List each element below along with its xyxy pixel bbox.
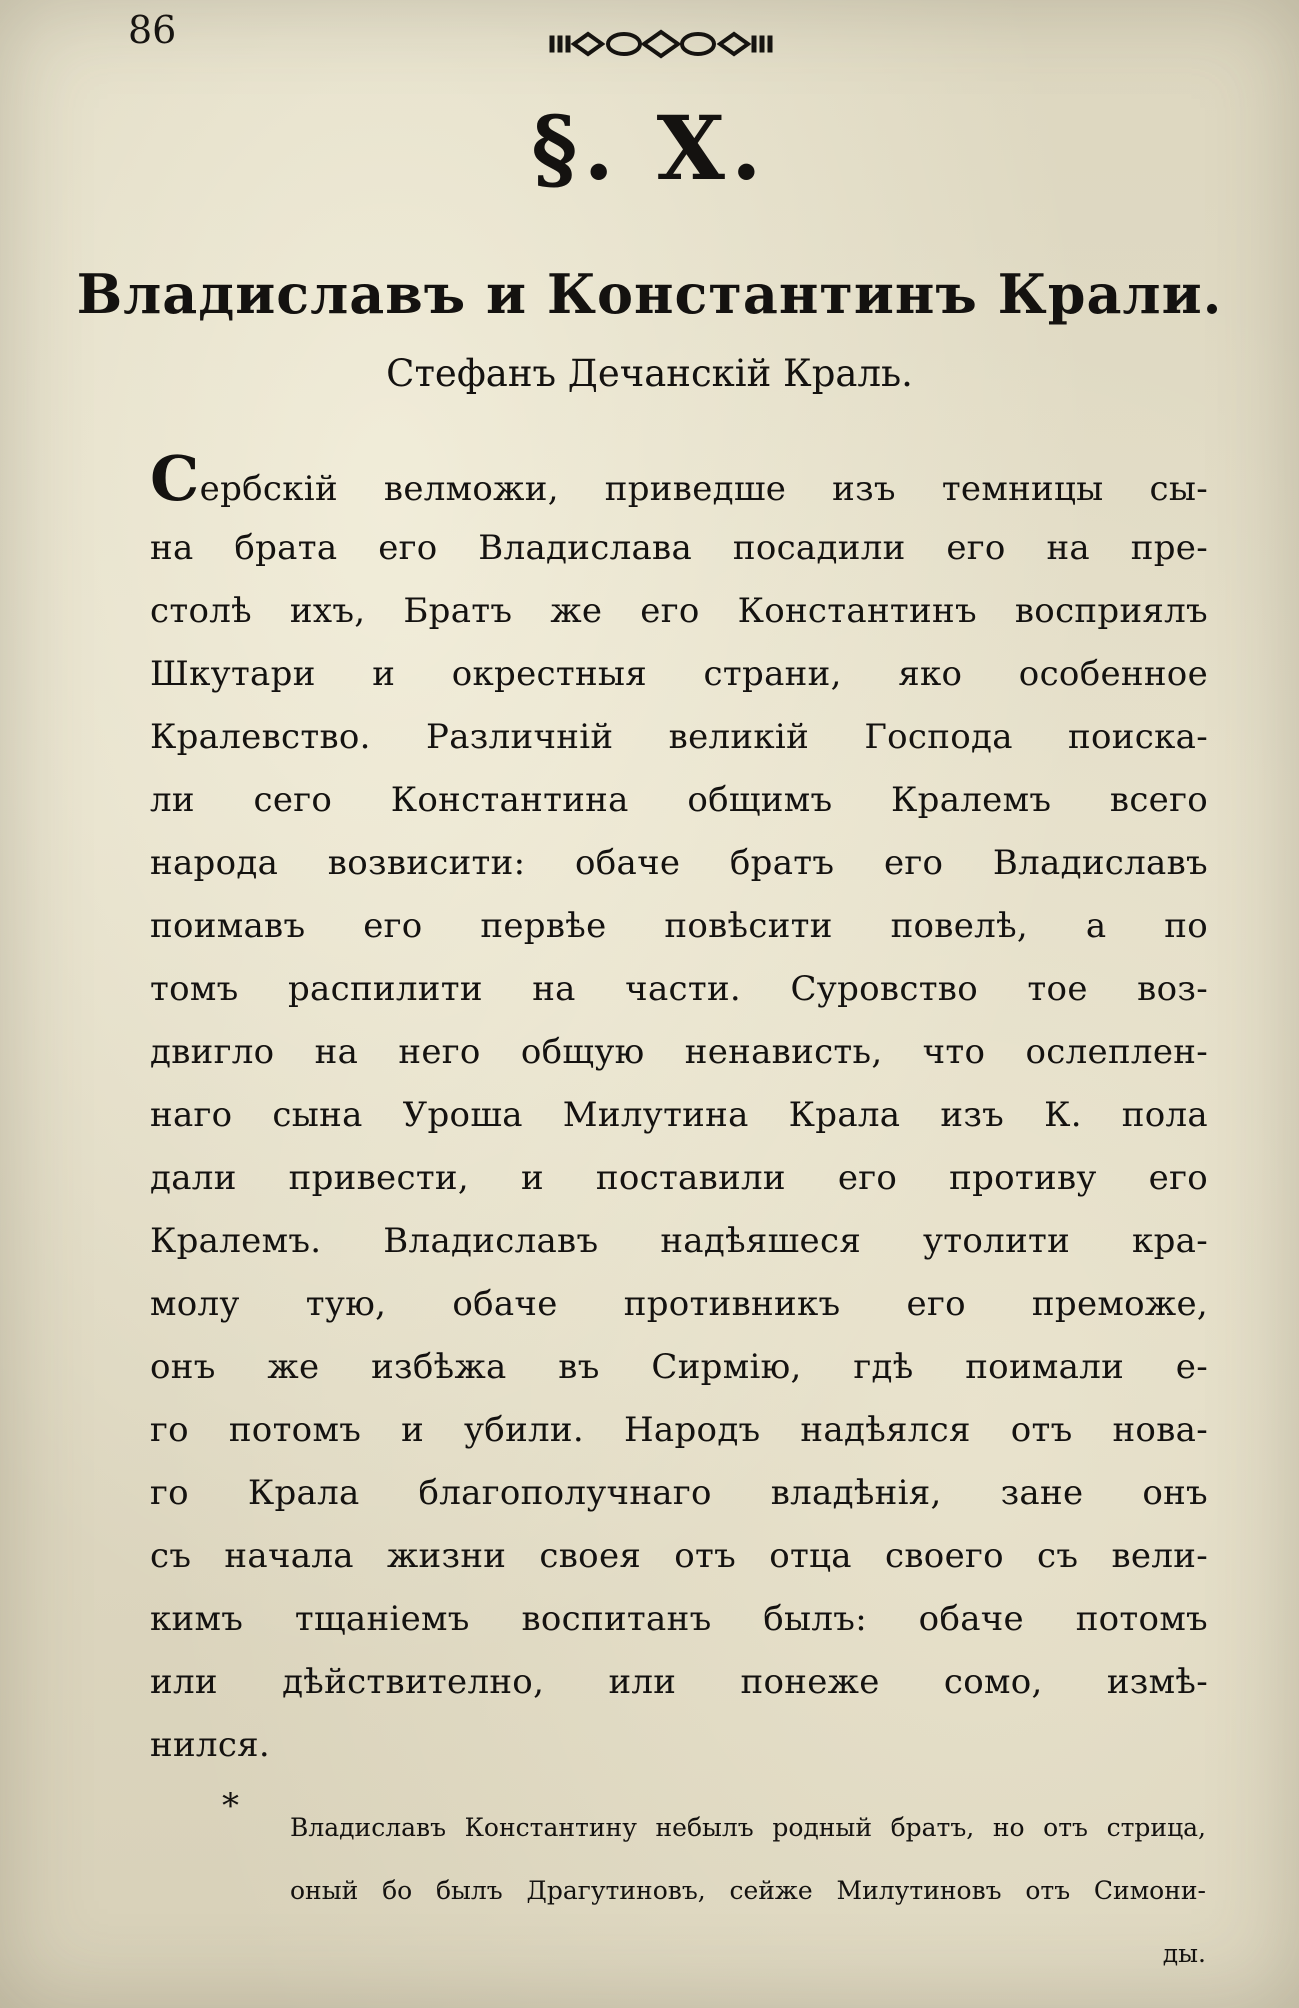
text-line: Шкутари и окрестныя страни, яко особенное [150,654,1208,694]
footnote-line: оный бо былъ Драгутиновъ, сейже Милутиновъ отъ Симони- [290,1876,1206,1905]
body-text [150,442,1208,1777]
text-line: наго сына Уроша Милутина Крала изъ К. пола [150,1095,1208,1135]
header-ornament-icon [548,26,774,62]
text-line: дали привести, и поставили его противу его [150,1158,1208,1198]
text-line: или дѣйствително, или понеже сомо, измѣ- [150,1662,1208,1702]
text-line: го потомъ и убили. Народъ надѣялся отъ нова- [150,1410,1208,1450]
text-line: поимавъ его первѣе повѣсити повелѣ, а по [150,906,1208,946]
text-line: онъ же избѣжа въ Сирмію, гдѣ поимали е- [150,1347,1208,1387]
text-line: Кралемъ. Владиславъ надѣяшеся утолити кра- [150,1221,1208,1261]
chapter-title: Владиславъ и Константинъ Крали. [76,262,1223,326]
text-line: съ начала жизни своея отъ отца своего съ вели- [150,1536,1208,1576]
text-line: двигло на него общую ненависть, что ослеплен- [150,1032,1208,1072]
page-number: 86 [128,8,177,52]
text-line: ли сего Константина общимъ Кралемъ всего [150,780,1208,820]
text-line-content: ербскій велможи, приведше изъ темницы сы- [199,469,1208,509]
footnote-mark: * [222,1786,239,1826]
text-line: народа возвисити: обаче братъ его Владиславъ [150,843,1208,883]
catchword: ды. [1162,1939,1206,1968]
text-line [150,442,1208,517]
section-heading: §. X. [531,96,768,200]
footnote-line: Владиславъ Константину небылъ родный братъ, но отъ стрица, [290,1813,1206,1842]
text-line: томъ распилити на части. Суровство тое воз- [150,969,1208,1009]
text-line: на брата его Владислава посадили его на пре- [150,528,1208,568]
footnote [290,1796,1206,1985]
text-line: Кралевство. Различній великій Господа поиска- [150,717,1208,757]
text-line: молу тую, обаче противникъ его преможе, [150,1284,1208,1324]
text-line: кимъ тщаніемъ воспитанъ былъ: обаче потомъ [150,1599,1208,1639]
text-line: столѣ ихъ, Братъ же его Константинъ восприялъ [150,591,1208,631]
text-line: го Крала благополучнаго владѣнія, зане онъ [150,1473,1208,1513]
text-line: нился. [150,1725,271,1765]
chapter-subtitle: Стефанъ Дечанскій Краль. [386,352,913,395]
drop-cap: С [150,442,200,515]
